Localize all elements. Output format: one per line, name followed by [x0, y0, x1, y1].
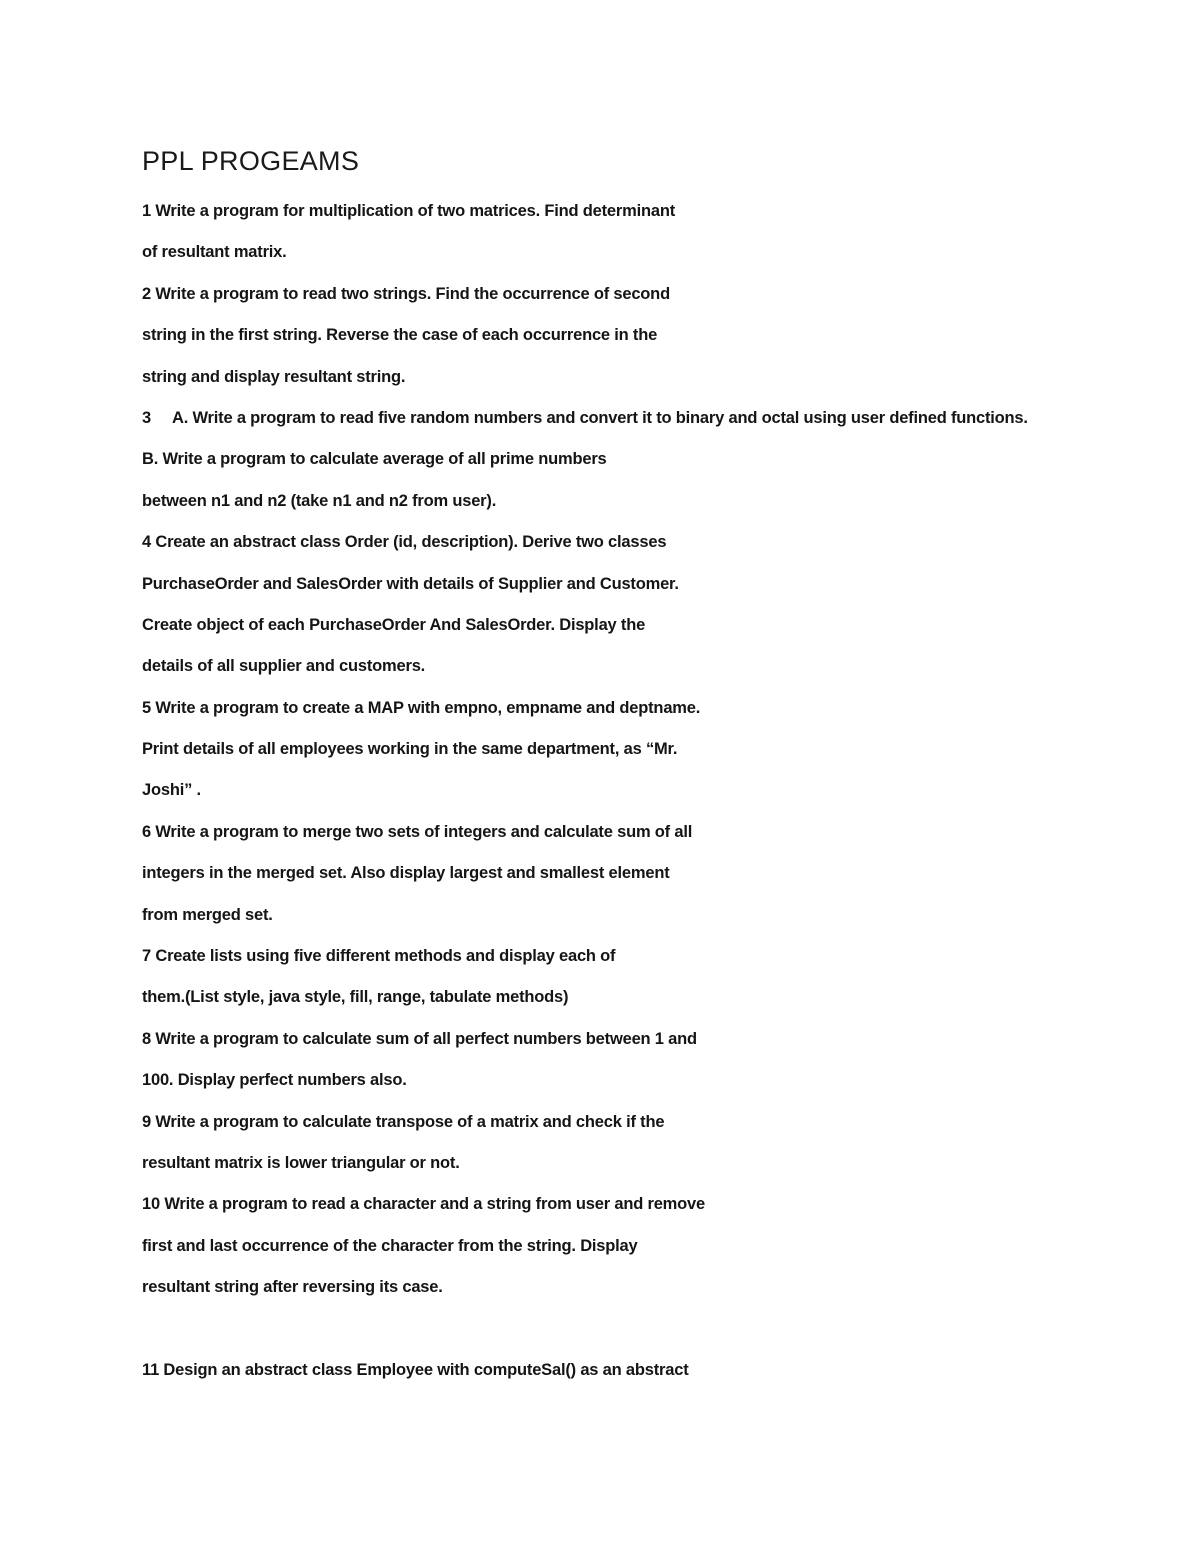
text-line: PurchaseOrder and SalesOrder with details of Supplier and Customer.: [142, 574, 679, 593]
text-line: details of all supplier and customers.: [142, 657, 426, 676]
text-line: A. Write a program to read five random numbers and convert it to binary and octal using user defined functions.: [172, 408, 1028, 427]
text-line: 10 Write a program to read a character and a string from user and remove: [142, 1195, 705, 1214]
text-line: resultant string after reversing its case.: [142, 1278, 443, 1297]
text-line: string in the first string. Reverse the case of each occurrence in the: [142, 326, 658, 345]
text-line: 6 Write a program to merge two sets of integers and calculate sum of all: [142, 822, 693, 841]
text-line: 9 Write a program to calculate transpose of a matrix and check if the: [142, 1112, 665, 1131]
text-line: B. Write a program to calculate average of all prime numbers: [142, 450, 607, 469]
text-line: 100. Display perfect numbers also.: [142, 1071, 407, 1090]
text-line: Print details of all employees working in the same department, as “Mr.: [142, 740, 678, 759]
text-line: first and last occurrence of the character from the string. Display: [142, 1236, 638, 1255]
text-line: string and display resultant string.: [142, 367, 406, 386]
document-body: [142, 196, 1142, 1396]
text-line: 7 Create lists using five different methods and display each of: [142, 947, 616, 966]
text-line: of resultant matrix.: [142, 243, 287, 262]
text-line: between n1 and n2 (take n1 and n2 from user).: [142, 491, 497, 510]
page-title: PPL PROGEAMS: [142, 146, 360, 176]
text-line: 5 Write a program to create a MAP with empno, empname and deptname.: [142, 698, 701, 717]
blank-line: [142, 1314, 1142, 1355]
text-line: Joshi” .: [142, 781, 201, 800]
text-line: 2 Write a program to read two strings. Find the occurrence of second: [142, 284, 670, 303]
text-line: them.(List style, java style, fill, range, tabulate methods): [142, 988, 569, 1007]
item-number: 3: [142, 408, 151, 427]
text-line: 1 Write a program for multiplication of two matrices. Find determinant: [142, 202, 676, 220]
text-line: from merged set.: [142, 905, 273, 924]
text-line: Create object of each PurchaseOrder And SalesOrder. Display the: [142, 615, 646, 634]
text-line: 8 Write a program to calculate sum of all perfect numbers between 1 and: [142, 1029, 697, 1048]
text-line: integers in the merged set. Also display largest and smallest element: [142, 864, 670, 883]
text-line-item-3: [142, 403, 1142, 444]
text-line: 11 Design an abstract class Employee with computeSal() as an abstract: [142, 1360, 689, 1379]
text-line: 4 Create an abstract class Order (id, description). Derive two classes: [142, 533, 667, 552]
text-line: resultant matrix is lower triangular or not.: [142, 1153, 460, 1172]
